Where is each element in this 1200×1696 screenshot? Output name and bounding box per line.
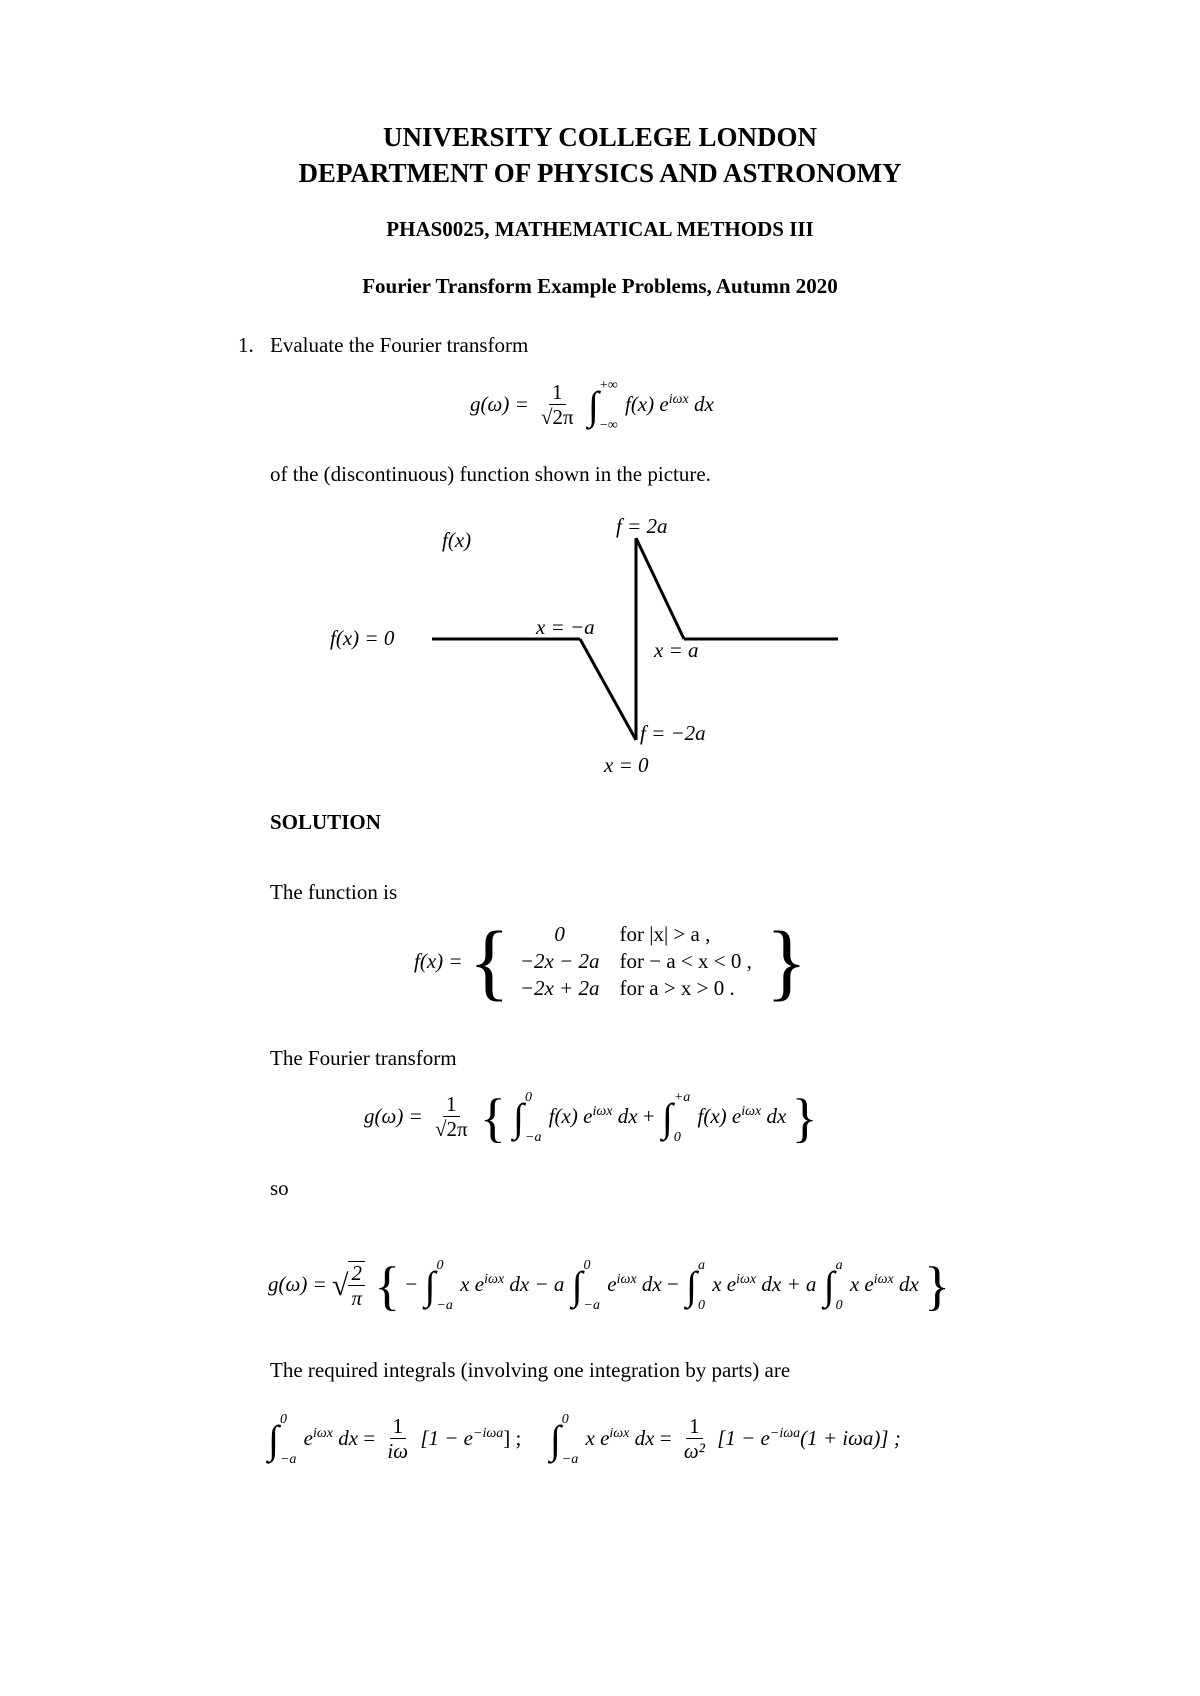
case-cond: for a > x > 0 . <box>619 975 735 1000</box>
close-brace: } <box>791 1088 818 1148</box>
integral-sign: ∫ a 0 <box>686 1258 705 1313</box>
case-cond: for |x| > a , <box>619 921 711 946</box>
upper-limit: 0 <box>525 1090 533 1105</box>
differential: dx <box>761 1271 782 1296</box>
lower-limit: −a <box>561 1452 579 1467</box>
fraction-numerator: 1 <box>443 1093 460 1117</box>
case-row <box>510 975 762 1002</box>
open-brace: { <box>479 1088 506 1148</box>
minus-sign: − <box>666 1271 679 1296</box>
integrand: x e <box>712 1271 737 1296</box>
lower-limit: −∞ <box>599 418 618 433</box>
course-title: PHAS0025, MATHEMATICAL METHODS III <box>386 217 814 241</box>
fraction-denominator: ω² <box>683 1439 705 1464</box>
integrand: x e <box>585 1425 610 1450</box>
differential: dx <box>641 1271 662 1296</box>
so-text: so <box>270 1176 289 1200</box>
integrand: f(x) e <box>697 1103 742 1128</box>
sqrt-sign: √ <box>331 1269 349 1302</box>
result2-close: (1 + iωa)] ; <box>800 1425 901 1450</box>
x-minus-a-label: x = −a <box>536 615 595 639</box>
integral-sign: ∫ 0 −a <box>513 1090 542 1145</box>
result2-bracket: [1 − e <box>717 1425 770 1450</box>
function-is-text: The function is <box>270 880 398 904</box>
case-row <box>510 921 762 948</box>
fraction-numerator: 1 <box>549 381 566 405</box>
upper-limit: a <box>697 1258 705 1273</box>
upper-limit: 0 <box>583 1258 591 1273</box>
integrand: f(x) e <box>548 1103 593 1128</box>
plus-sign: + <box>642 1103 655 1128</box>
case-row <box>510 948 762 975</box>
zero-label: f(x) = 0 <box>330 626 395 650</box>
result1-close: ] ; <box>503 1425 522 1450</box>
upper-limit: +a <box>673 1090 691 1105</box>
upper-limit: 0 <box>279 1412 287 1427</box>
transform-definition <box>470 378 714 434</box>
exponent: iωx <box>873 1271 894 1287</box>
g-lhs: g(ω) = <box>268 1271 327 1296</box>
required-integrals-text: The required integrals (involving one integration by parts) are <box>270 1358 791 1382</box>
x-a-label: x = a <box>654 638 699 662</box>
lower-limit: −a <box>436 1298 453 1313</box>
cases-table <box>510 921 762 1002</box>
integral-sign: ∫ a 0 <box>823 1258 843 1313</box>
integral-sign: ∫ 0 −a <box>268 1412 297 1467</box>
exponent: iωx <box>484 1271 505 1287</box>
exponent: iωx <box>592 1103 613 1119</box>
minus-a-term: − a <box>534 1271 565 1296</box>
exponent: iωx <box>616 1271 637 1287</box>
fraction-denominator: iω <box>387 1439 409 1464</box>
fraction-numerator: 1 <box>686 1415 703 1439</box>
expanded-transform-equation <box>268 1258 950 1314</box>
upper-limit: 0 <box>561 1412 569 1427</box>
equals-sign: = <box>659 1425 677 1450</box>
integral-sign: ∫ 0 −a <box>571 1258 600 1313</box>
fraction-numerator: 1 <box>390 1415 407 1439</box>
right-brace: } <box>765 913 808 1009</box>
plus-a-term: + a <box>786 1271 817 1296</box>
differential: dx <box>766 1103 787 1128</box>
transform-lhs: g(ω) = <box>470 391 529 416</box>
normalization-fraction <box>538 381 577 430</box>
differential: dx <box>899 1271 919 1296</box>
integrand: e <box>607 1271 617 1296</box>
result1-fraction <box>384 1415 411 1464</box>
integral-sign: ∫ 0 −a <box>549 1412 579 1467</box>
normalization-fraction <box>432 1093 471 1142</box>
lower-limit: 0 <box>673 1130 681 1145</box>
x-zero-label: x = 0 <box>604 753 649 777</box>
result2-exponent: −iωa <box>769 1425 801 1441</box>
upper-limit: +∞ <box>599 378 618 393</box>
problem-number: 1. <box>238 333 254 357</box>
result1-bracket: [1 − e <box>420 1425 474 1450</box>
equals-sign: = <box>363 1425 381 1450</box>
right-slope-line <box>636 538 684 639</box>
case-cond: for − a < x < 0 , <box>619 948 752 973</box>
exponent: iωx <box>609 1425 630 1441</box>
case-expr: −2x − 2a <box>519 948 600 973</box>
lower-limit: −a <box>279 1452 297 1467</box>
lower-limit: −a <box>525 1130 542 1145</box>
problem-statement: Evaluate the Fourier transform <box>270 333 529 357</box>
exponent: iωx <box>313 1425 333 1441</box>
bottom-label: f = −2a <box>640 721 706 745</box>
result2-fraction <box>681 1415 708 1464</box>
two-over-pi <box>348 1261 365 1311</box>
integral-results <box>266 1412 901 1468</box>
integral-sign: ∫ +∞ −∞ <box>587 378 618 433</box>
differential: dx <box>617 1103 638 1128</box>
piecewise-definition <box>414 913 808 1009</box>
lower-limit: 0 <box>835 1298 843 1313</box>
left-brace: { <box>468 913 510 1009</box>
fraction-denominator: √2π <box>434 1117 468 1142</box>
func-label: f(x) <box>442 528 472 552</box>
close-brace: } <box>924 1256 950 1316</box>
document-subtitle: Fourier Transform Example Problems, Autumn 2020 <box>362 274 838 298</box>
problem-followup: of the (discontinuous) function shown in the picture. <box>270 462 711 486</box>
integral-sign: ∫ 0 −a <box>424 1258 453 1313</box>
upper-limit: 0 <box>436 1258 444 1273</box>
lower-limit: 0 <box>697 1298 705 1313</box>
upper-limit: a <box>835 1258 843 1273</box>
fourier-transform-text: The Fourier transform <box>270 1046 457 1070</box>
integrand: x e <box>460 1271 485 1296</box>
minus-sign: − <box>405 1271 418 1296</box>
department-title: DEPARTMENT OF PHYSICS AND ASTRONOMY <box>298 158 902 188</box>
solution-heading: SOLUTION <box>270 810 381 834</box>
g-lhs: g(ω) = <box>364 1103 423 1128</box>
result1-exponent: −iωa <box>473 1425 504 1441</box>
top-label: f = 2a <box>616 514 668 538</box>
differential: dx <box>509 1271 530 1296</box>
exponent: iωx <box>736 1271 757 1287</box>
integral-sign: ∫ +a 0 <box>661 1090 691 1145</box>
case-expr: 0 <box>554 921 565 946</box>
left-slope-line <box>580 639 636 740</box>
differential: dx <box>338 1425 359 1450</box>
function-figure <box>0 500 1200 790</box>
fraction-denominator: √2π <box>540 405 574 430</box>
integrand-exponent: iωx <box>668 391 689 407</box>
piecewise-lhs: f(x) = <box>414 948 463 973</box>
lower-limit: −a <box>583 1298 600 1313</box>
fraction-numerator: 2 <box>348 1262 365 1286</box>
differential: dx <box>693 391 714 416</box>
open-brace: { <box>374 1256 401 1316</box>
transform-split-equation <box>364 1090 818 1146</box>
differential: dx <box>634 1425 655 1450</box>
case-expr: −2x + 2a <box>519 975 600 1000</box>
university-title: UNIVERSITY COLLEGE LONDON <box>382 122 818 152</box>
fraction-denominator: π <box>351 1285 362 1310</box>
exponent: iωx <box>741 1103 762 1119</box>
integrand: f(x) e <box>624 391 669 416</box>
integrand: e <box>303 1425 313 1450</box>
integrand: x e <box>849 1271 874 1296</box>
